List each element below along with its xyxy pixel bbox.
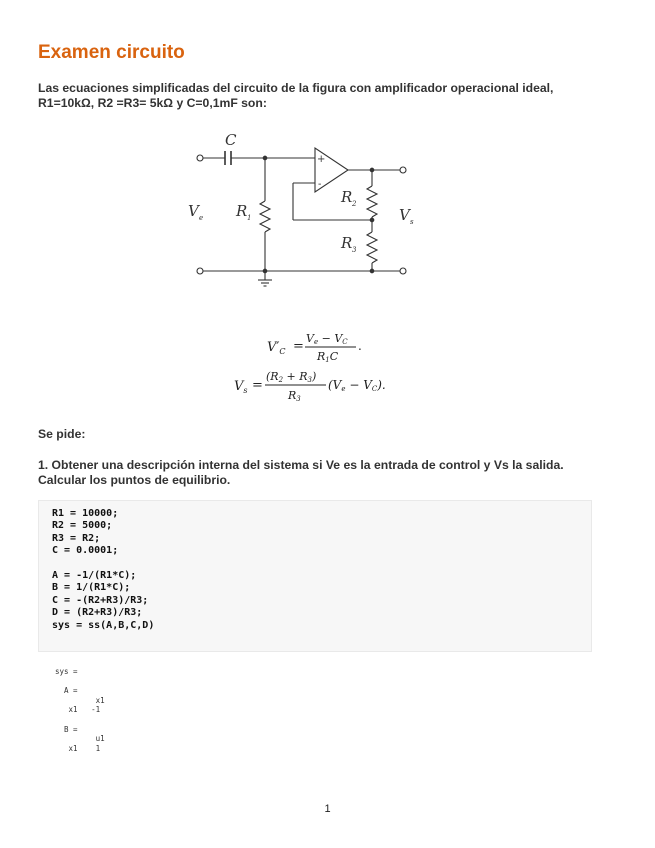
question-1: 1. Obtener una descripción interna del sistema si Ve es la entrada de control y Vs la salida. Calcular los puntos de equilibrio. [38,458,564,487]
circuit-diagram [180,128,420,293]
output-line: sys = [55,667,78,676]
svg-text:.: . [358,339,362,353]
equations [220,323,420,408]
opamp-minus: - [318,179,322,190]
opamp-plus: + [317,154,326,165]
page-title: Examen circuito [38,42,185,63]
input-terminal-top [197,155,203,161]
eq1-numerator: Ve − VC [306,332,348,346]
svg-text:2: 2 [352,200,357,208]
capacitor-label: C [225,131,237,149]
output-line: x1 [55,695,105,705]
output-line [55,677,105,687]
code-line: C = -(R2+R3)/R3; [52,594,149,606]
code-line: C = 0.0001; [52,545,119,557]
output-line: x1 -1 [55,705,101,715]
output-terminal-bottom [400,268,406,274]
eq2-rhs: (Ve − VC). [328,378,386,393]
code-line [52,558,591,570]
svg-text:s: s [410,218,414,226]
eq2-lhs: $V_s$ [234,379,248,395]
eq1-lhs: $V'_C$ [267,340,286,356]
svg-text:=: = [252,378,263,393]
svg-text:e: e [199,214,204,222]
code-line: R1 = 10000; [52,508,119,519]
vs-label: V [399,206,410,224]
r1-label: R [236,202,248,220]
code-line: D = (R2+R3)/R3; [52,607,143,619]
code-line: R3 = R2; [52,532,101,544]
svg-text:=: = [293,339,304,354]
eq2-numerator: (R2 + R3) [266,370,317,384]
eq1-denominator: R1C [317,350,339,364]
code-line: B = 1/(R1*C); [52,582,131,594]
code-line: A = -1/(R1*C); [52,569,137,581]
r2-label: R [341,188,353,206]
intro-paragraph: Las ecuaciones simplificadas del circuito de la figura con amplificador operacional ideal, R1=10kΩ, R2 =R3= 5kΩ y C=0,1mF son: [38,81,554,110]
ve-label: V [188,202,199,220]
eq2-denominator: R3 [288,389,301,403]
output-line: B = [55,724,78,734]
code-line: sys = ss(A,B,C,D) [52,619,155,631]
svg-text:1: 1 [247,214,252,222]
svg-text:3: 3 [352,246,357,254]
output-block [55,667,105,753]
r3-label: R [341,234,353,252]
output-line: A = [55,686,78,696]
output-terminal-top [400,167,406,173]
se-pide-heading: Se pide: [38,427,86,441]
output-line: u1 [55,734,105,744]
output-line: x1 1 [55,743,101,753]
page-number: 1 [324,803,331,815]
code-line: R2 = 5000; [52,520,113,532]
code-block [38,500,592,652]
output-line [55,715,105,725]
input-terminal-bottom [197,268,203,274]
